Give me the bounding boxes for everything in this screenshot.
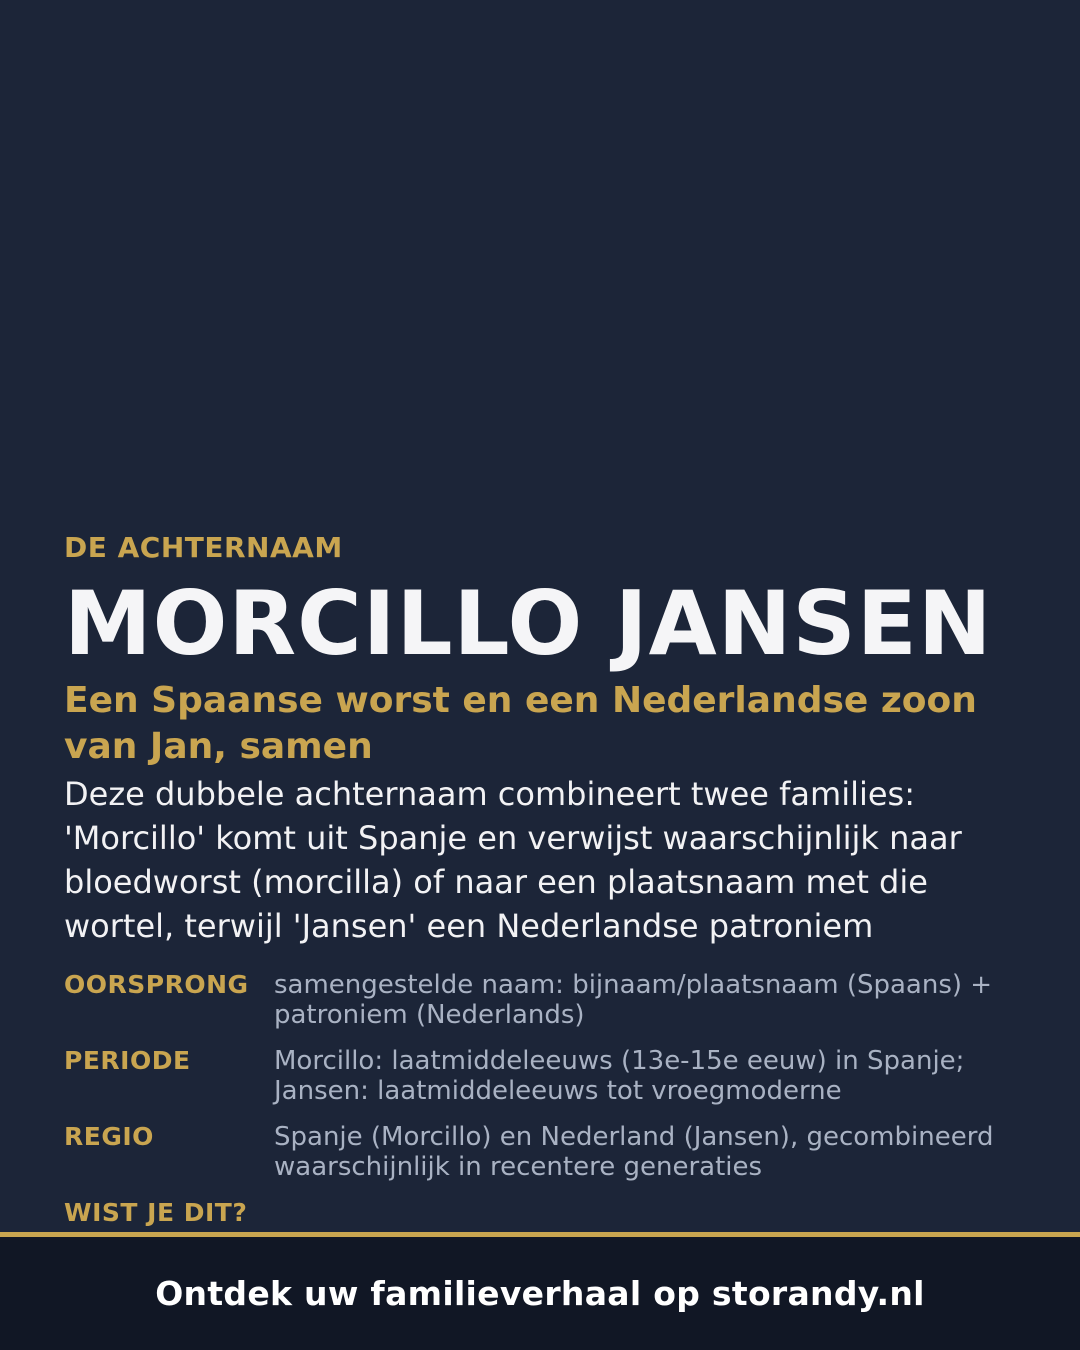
fact-did-you-know <box>64 1198 1034 1228</box>
eyebrow-label: DE ACHTERNAAM <box>64 531 343 564</box>
footer-bar <box>0 1237 1080 1350</box>
fact-label: REGIO <box>64 1122 154 1151</box>
fact-period <box>64 1046 1034 1106</box>
surname-subtitle: Een Spaanse worst en een Nederlandse zoon van Jan, samen <box>64 680 977 767</box>
fact-value: Morcillo: laatmiddeleeuws (13e-15e eeuw) in Spanje; Jansen: laatmiddeleeuws tot vroegmoderne <box>274 1046 965 1106</box>
fact-origin <box>64 970 1034 1030</box>
fact-label: PERIODE <box>64 1046 191 1075</box>
fact-value: samengestelde naam: bijnaam/plaatsnaam (Spaans) + patroniem (Nederlands) <box>274 970 993 1030</box>
footer-cta: Ontdek uw familieverhaal op storandy.nl <box>155 1274 925 1313</box>
fact-region <box>64 1122 1034 1182</box>
surname-description: Deze dubbele achternaam combineert twee families: 'Morcillo' komt uit Spanje en verwijst waarschijnlijk naar bloedworst (morcilla) of naar een plaatsnaam met die wortel, terwijl 'Jansen' een Nederlandse patroniem <box>64 775 962 945</box>
fact-label: WIST JE DIT? <box>64 1198 248 1227</box>
fact-value <box>274 1198 1034 1228</box>
fact-value: Spanje (Morcillo) en Nederland (Jansen), gecombineerd waarschijnlijk in recentere generaties <box>274 1122 994 1182</box>
fact-label: OORSPRONG <box>64 970 249 999</box>
surname-title: MORCILLO JANSEN <box>64 572 993 675</box>
surname-card <box>64 528 1034 1244</box>
facts-list <box>64 970 1034 1228</box>
